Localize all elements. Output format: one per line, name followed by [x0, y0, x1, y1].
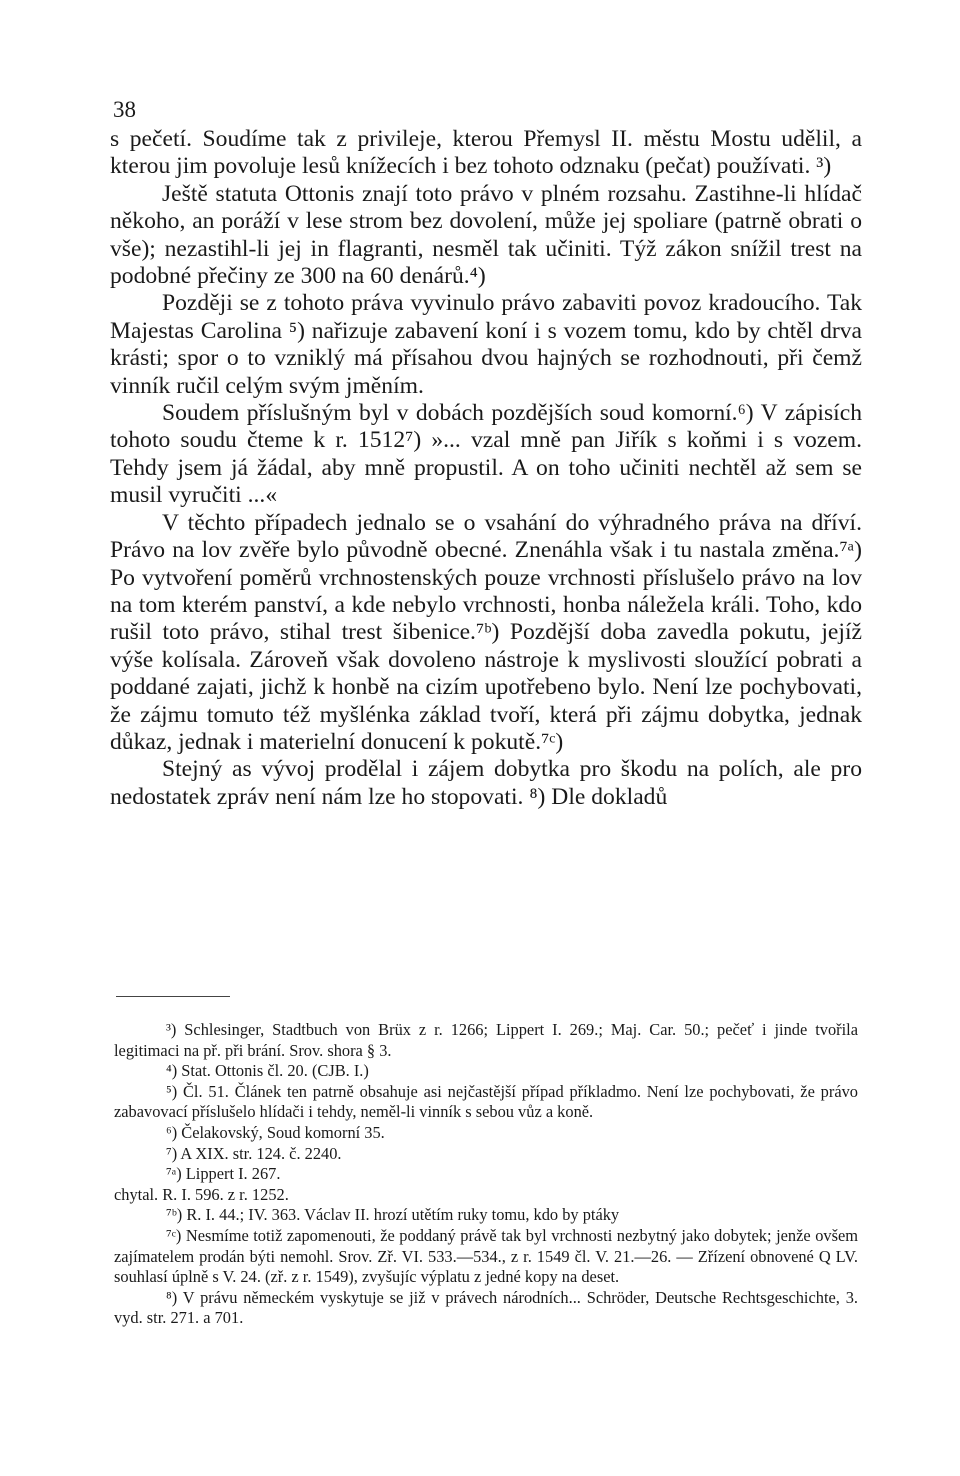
body-text [110, 126, 862, 811]
page-number: 38 [113, 97, 136, 122]
footnote: ⁵) Čl. 51. Článek ten patrně obsahuje asi nejčastější případ příkladmo. Není lze pochybovati, že právo zabavovací příslušelo hlídači i tehdy, neměl-li vinník s sebou vůz a koně. [114, 1081, 858, 1122]
footnote: ⁷ᵃ) Lippert I. 267. [166, 1164, 281, 1184]
paragraph: Soudem příslušným byl v dobách pozdějších soud komorní.⁶) V zápisích tohoto soudu čteme k r. 1512⁷) »... vzal mně pan Jiřík s koňmi i s vozem. Tehdy jsem já žádal, aby mně propustil. A on toho učiniti nechtěl až sem se musil vyručiti ...« [110, 400, 862, 509]
footnote: ⁷) A XIX. str. 124. č. 2240. [166, 1143, 342, 1163]
footnote: chytal. R. I. 596. z r. 1252. [114, 1184, 289, 1204]
footnote: ⁴) Stat. Ottonis čl. 20. (CJB. I.) [166, 1061, 369, 1081]
paragraph: Později se z tohoto práva vyvinulo právo zabaviti povoz kradoucího. Tak Majestas Carolina ⁵) nařizuje zabavení koní i s vozem tomu, kdo by chtěl drva krásti; spor o to vzniklý má přísahou dvou hajných se rozhodnouti, při čemž vinník ručil celým svým jměním. [110, 290, 862, 399]
paragraph: V těchto případech jednalo se o vsahání do výhradného práva na dříví. Právo na lov zvěře bylo původně obecné. Znenáhla však i tu nastala změna.⁷ᵃ) Po vytvoření poměrů vrchnostenských pouze vrchnosti příslušelo právo na lov na tom kterém panství, a kde nebylo vrchnosti, honba náležela králi. Toho, kdo rušil toto právo, stihal trest šibenice.⁷ᵇ) Pozdější doba zavedla pokutu, jejíž výše kolísala. Zároveň však dovoleno nástroje k myslivosti sloužící pobrati a poddané zajati, jichž k honbě na cizím upotřebeno bylo. Není lze pochybovati, že zájmu tomuto též myšlénka základ tvoří, která při zájmu dobytka, jednak důkaz, jednak i materielní donucení k pokutě.⁷ᶜ) [110, 509, 862, 755]
paragraph: s pečetí. Soudíme tak z privileje, kterou Přemysl II. městu Mostu udělil, a kterou jim povoluje lesů knížecích i bez tohoto odznaku (pečat) používati. ³) [110, 126, 862, 180]
footnote: ⁷ᶜ) Nesmíme totiž zapomenouti, že poddaný právě tak byl vrchnosti nezbytný jako dobytek; jenže ovšem zajímatelem prodán býti nemohl. Srov. Zř. VI. 533.—534., z r. 1549 čl. V. 21.—26. — Zřízení obnovené Q LV. souhlasí úplně s V. 24. (zř. z r. 1549), zvyšujíc výplatu z jedné kopy na deset. [114, 1225, 858, 1287]
footnote-separator [116, 996, 230, 997]
footnote: ⁷ᵇ) R. I. 44.; IV. 363. Václav II. hrozí utětím ruky tomu, kdo by ptáky [166, 1205, 620, 1225]
paragraph: Ještě statuta Ottonis znají toto právo v plném rozsahu. Zastihne-li hlídač někoho, an poráží v lese strom bez dovolení, může jej spoliare (patrně obrati o vše); nezastihl-li jej in flagranti, nesměl tak učiniti. Týž zákon snížil trest na podobné přečiny ze 300 na 60 denárů.⁴) [110, 180, 862, 290]
footnote: ⁶) Čelakovský, Soud komorní 35. [166, 1122, 385, 1142]
paragraph: Stejný as vývoj prodělal i zájem dobytka pro škodu na polích, ale pro nedostatek zpráv není nám lze ho stopovati. ⁸) Dle dokladů [110, 756, 862, 810]
footnote: ³) Schlesinger, Stadtbuch von Brüx z r. 1266; Lippert I. 269.; Maj. Car. 50.; pečeť i jinde tvořila legitimaci na př. při brání. Srov. shora § 3. [114, 1020, 858, 1060]
footnotes [114, 1020, 858, 1329]
footnote: ⁸) V právu německém vyskytuje se již v právech národních... Schröder, Deutsche Rechtsgeschichte, 3. vyd. str. 271. a 701. [114, 1287, 858, 1328]
